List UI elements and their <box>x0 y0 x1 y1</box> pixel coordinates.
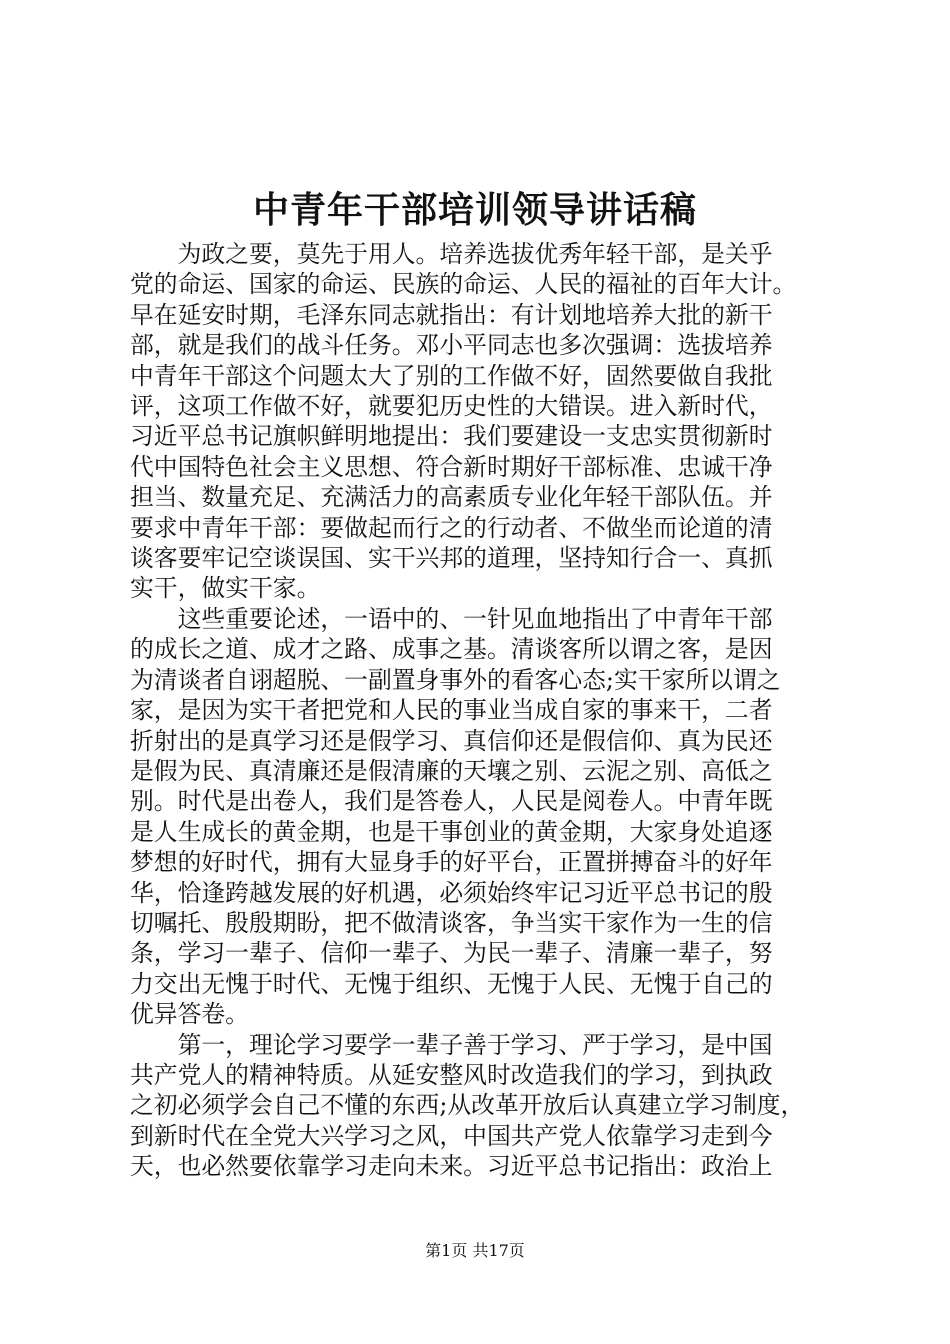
text-line: 代中国特色社会主义思想、符合新时期好干部标准、忠诚干净 <box>130 452 773 481</box>
text-line: 到新时代在全党大兴学习之风，中国共产党人依靠学习走到今 <box>130 1121 773 1150</box>
text-line: 家，是因为实干者把党和人民的事业当成自家的事来干，二者 <box>130 696 773 725</box>
text-line: 折射出的是真学习还是假学习、真信仰还是假信仰、真为民还 <box>130 726 773 755</box>
text-line: 谈客要牢记空谈误国、实干兴邦的道理，坚持知行合一、真抓 <box>130 544 773 573</box>
text-line: 早在延安时期，毛泽东同志就指出：有计划地培养大批的新干 <box>130 300 773 329</box>
text-line: 评，这项工作做不好，就要犯历史性的大错误。进入新时代， <box>130 392 773 421</box>
text-line: 部，就是我们的战斗任务。邓小平同志也多次强调：选拔培养 <box>130 331 773 360</box>
text-line: 为清谈者自诩超脱、一副置身事外的看客心态;实干家所以谓之 <box>130 665 781 694</box>
text-line: 力交出无愧于时代、无愧于组织、无愧于人民、无愧于自己的 <box>130 969 773 998</box>
text-line: 习近平总书记旗帜鲜明地提出：我们要建设一支忠实贯彻新时 <box>130 422 773 451</box>
text-line: 担当、数量充足、充满活力的高素质专业化年轻干部队伍。并 <box>130 483 773 512</box>
document-body <box>130 239 830 1182</box>
text-line: 优异答卷。 <box>130 1000 249 1029</box>
text-line: 梦想的好时代，拥有大显身手的好平台，正置拼搏奋斗的好年 <box>130 848 773 877</box>
text-line: 为政之要，莫先于用人。培养选拔优秀年轻干部，是关乎 <box>130 240 773 268</box>
text-line: 是人生成长的黄金期，也是干事创业的黄金期，大家身处追逐 <box>130 817 773 846</box>
text-line: 这些重要论述，一语中的、一针见血地指出了中青年干部 <box>130 604 773 633</box>
text-line: 华，恰逢跨越发展的好机遇，必须始终牢记习近平总书记的殷 <box>130 878 773 907</box>
text-line: 党的命运、国家的命运、民族的命运、人民的福祉的百年大计。 <box>130 270 797 299</box>
text-line: 实干，做实干家。 <box>130 574 321 603</box>
text-line: 别。时代是出卷人，我们是答卷人，人民是阅卷人。中青年既 <box>130 787 773 816</box>
document-title: 中青年干部培训领导讲话稿 <box>252 189 697 231</box>
page-footer: 第1页 共17页 <box>425 1241 525 1260</box>
text-line: 条，学习一辈子、信仰一辈子、为民一辈子、清廉一辈子，努 <box>130 939 773 968</box>
text-line: 之初必须学会自己不懂的东西;从改革开放后认真建立学习制度， <box>130 1091 805 1120</box>
text-line: 的成长之道、成才之路、成事之基。清谈客所以谓之客，是因 <box>130 635 773 664</box>
text-line: 中青年干部这个问题太大了别的工作做不好，固然要做自我批 <box>130 361 773 390</box>
text-line: 共产党人的精神特质。从延安整风时改造我们的学习，到执政 <box>130 1060 773 1089</box>
text-line: 天，也必然要依靠学习走向未来。习近平总书记指出：政治上 <box>130 1152 773 1181</box>
text-line: 第一，理论学习要学一辈子善于学习、严于学习，是中国 <box>130 1030 773 1059</box>
text-line: 要求中青年干部：要做起而行之的行动者、不做坐而论道的清 <box>130 513 773 542</box>
text-line: 切嘱托、殷殷期盼，把不做清谈客，争当实干家作为一生的信 <box>130 908 773 937</box>
text-line: 是假为民、真清廉还是假清廉的天壤之别、云泥之别、高低之 <box>130 756 773 785</box>
